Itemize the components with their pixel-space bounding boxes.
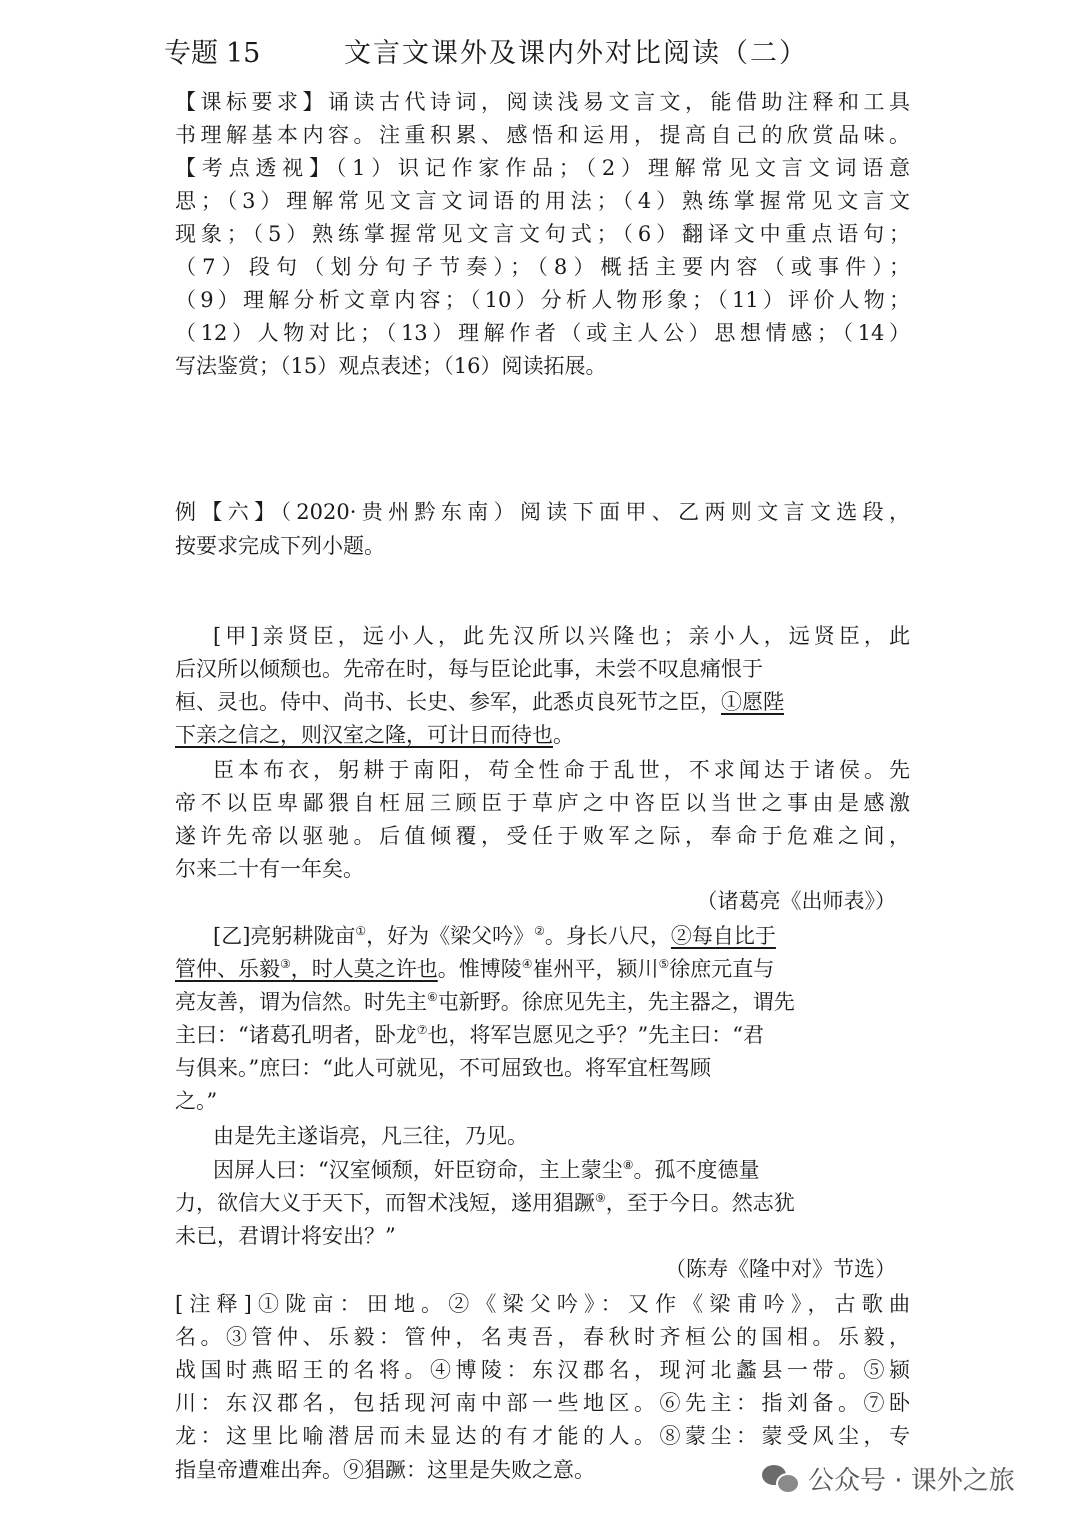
intro-line: 现象；（5）熟练掌握常见文言文句式；（6）翻译文中重点语句； <box>175 222 910 246</box>
passage-line <box>175 953 910 986</box>
passage-line <box>175 686 910 719</box>
passage-line <box>175 719 910 752</box>
passage-line: [甲]亲贤臣，远小人，此先汉所以兴隆也；亲小人，远贤臣，此 <box>213 624 910 648</box>
passage-text: 徐庶元直与 <box>669 957 775 981</box>
passage-text: 。惟博陵 <box>437 957 522 981</box>
note-line: 龙：这里比喻潜居而未显达的有才能的人。⑧蒙尘：蒙受风尘，专 <box>175 1424 910 1448</box>
note-line: 名。③管仲、乐毅：管仲，名夷吾，春秋时齐桓公的国相。乐毅， <box>175 1325 910 1349</box>
note-line: 川：东汉郡名，包括现河南中部一些地区。⑥先主：指刘备。⑦卧 <box>175 1391 910 1415</box>
passage-line: 与俱来。”庶曰：“此人可就见，不可屈致也。将军宜枉驾顾 <box>175 1056 711 1080</box>
passage-text: 因屏人曰：“汉室倾颓，奸臣窃命，主上蒙尘 <box>213 1158 623 1182</box>
topic-label: 专题 <box>164 38 218 69</box>
topic-title: 文言文课外及课内外对比阅读（二） <box>344 38 808 69</box>
underlined-sentence-2: ②每自比于 <box>670 924 776 948</box>
underlined-sentence-1-cont: 下亲之信之，则汉室之隆，可计日而待也 <box>175 723 553 747</box>
note-mark: ⑦ <box>416 1023 428 1037</box>
passage-line: 尔来二十有一年矣。 <box>175 857 364 881</box>
passage-text: 也，将军岂愿见之乎？”先主曰：“君 <box>427 1023 764 1047</box>
note-line: 战国时燕昭王的名将。④博陵：东汉郡名，现河北蠡县一带。⑤颍 <box>175 1358 910 1382</box>
passage-line: 遂许先帝以驱驰。后值倾覆，受任于败军之际，奉命于危难之间， <box>175 824 910 848</box>
note-line: [注释]①陇亩：田地。②《梁父吟》：又作《梁甫吟》，古歌曲 <box>175 1292 910 1316</box>
passage-text: 桓、灵也。侍中、尚书、长史、参军，此悉贞良死节之臣， <box>175 690 721 714</box>
note-mark: ① <box>355 924 367 938</box>
passage-text: ，时人莫之许也 <box>290 957 438 981</box>
passage-line <box>175 986 910 1019</box>
passage-line: 未已，君谓计将安出？” <box>175 1224 396 1248</box>
intro-line: （7）段句（划分句子节奏）；（8）概括主要内容（或事件）； <box>175 255 910 279</box>
passage-text: ，好为《梁父吟》 <box>366 924 535 948</box>
wechat-icon <box>762 1463 798 1493</box>
passage-source: （诸葛亮《出师表》） <box>696 889 896 913</box>
watermark <box>762 1458 1015 1498</box>
note-mark: ⑨ <box>595 1191 606 1205</box>
passage-text: [乙]亮躬耕陇亩 <box>213 924 356 948</box>
underlined-sentence-2-cont <box>175 957 438 981</box>
intro-line: 书理解基本内容。注重积累、感悟和运用，提高自己的欣赏品味。 <box>175 123 910 147</box>
passage-text: 。 <box>553 723 574 747</box>
note-mark: ② <box>534 924 545 938</box>
example-line: 例【六】（2020·贵州黔东南）阅读下面甲、乙两则文言文选段， <box>175 500 910 524</box>
note-mark: ⑥ <box>427 990 438 1004</box>
note-mark: ④ <box>521 957 533 971</box>
passage-text: 屯新野。徐庶见先主，先主器之，谓先 <box>437 990 795 1014</box>
passage-text: 力，欲信大义于天下，而智术浅短，遂用猖蹶 <box>175 1191 595 1215</box>
passage-line: 臣本布衣，躬耕于南阳，苟全性命于乱世，不求闻达于诸侯。先 <box>213 758 910 782</box>
note-mark: ③ <box>280 957 291 971</box>
example-line: 按要求完成下列小题。 <box>175 534 385 558</box>
passage-text: 崔州平，颍川 <box>532 957 659 981</box>
intro-line: 写法鉴赏；（15）观点表述；（16）阅读拓展。 <box>175 354 607 378</box>
intro-line: 【考点透视】（1）识记作家作品；（2）理解常见文言文词语意 <box>175 156 910 180</box>
page-title <box>164 34 808 74</box>
underlined-sentence-1: ①愿陛 <box>721 690 784 714</box>
passage-line <box>175 1187 910 1220</box>
intro-line: 思；（3）理解常见文言文词语的用法；（4）熟练掌握常见文言文 <box>175 189 910 213</box>
intro-line: 【课标要求】诵读古代诗词，阅读浅易文言文，能借助注释和工具 <box>175 90 910 114</box>
passage-line <box>213 1154 910 1187</box>
topic-number: 15 <box>226 38 261 69</box>
passage-text: 亮友善，谓为信然。时先主 <box>175 990 427 1014</box>
passage-text: 主曰：“诸葛孔明者，卧龙 <box>175 1023 417 1047</box>
passage-text: 管仲、乐毅 <box>175 957 280 981</box>
note-mark: ⑧ <box>622 1158 634 1172</box>
intro-line: （9）理解分析文章内容；（10）分析人物形象；（11）评价人物； <box>175 288 910 312</box>
intro-line: （12）人物对比；（13）理解作者（或主人公）思想情感；（14） <box>175 321 910 345</box>
passage-line <box>213 920 910 953</box>
passage-text: 。孤不度德量 <box>633 1158 760 1182</box>
passage-line: 帝不以臣卑鄙猥自枉屈三顾臣于草庐之中咨臣以当世之事由是感激 <box>175 791 910 815</box>
passage-text: ，至于今日。然志犹 <box>605 1191 795 1215</box>
watermark-label: 公众号 · 课外之旅 <box>808 1465 1015 1496</box>
passage-line <box>175 1019 910 1052</box>
passage-text: 。身长八尺， <box>544 924 671 948</box>
note-mark: ⑤ <box>658 957 670 971</box>
passage-line: 之。” <box>175 1089 218 1113</box>
passage-line: 由是先主遂诣亮，凡三往，乃见。 <box>213 1124 528 1148</box>
passage-line: 后汉所以倾颓也。先帝在时，每与臣论此事，未尝不叹息痛恨于 <box>175 657 763 681</box>
note-line: 指皇帝遭难出奔。⑨猖蹶：这里是失败之意。 <box>175 1458 595 1482</box>
passage-source: （陈寿《隆中对》节选） <box>665 1257 896 1281</box>
